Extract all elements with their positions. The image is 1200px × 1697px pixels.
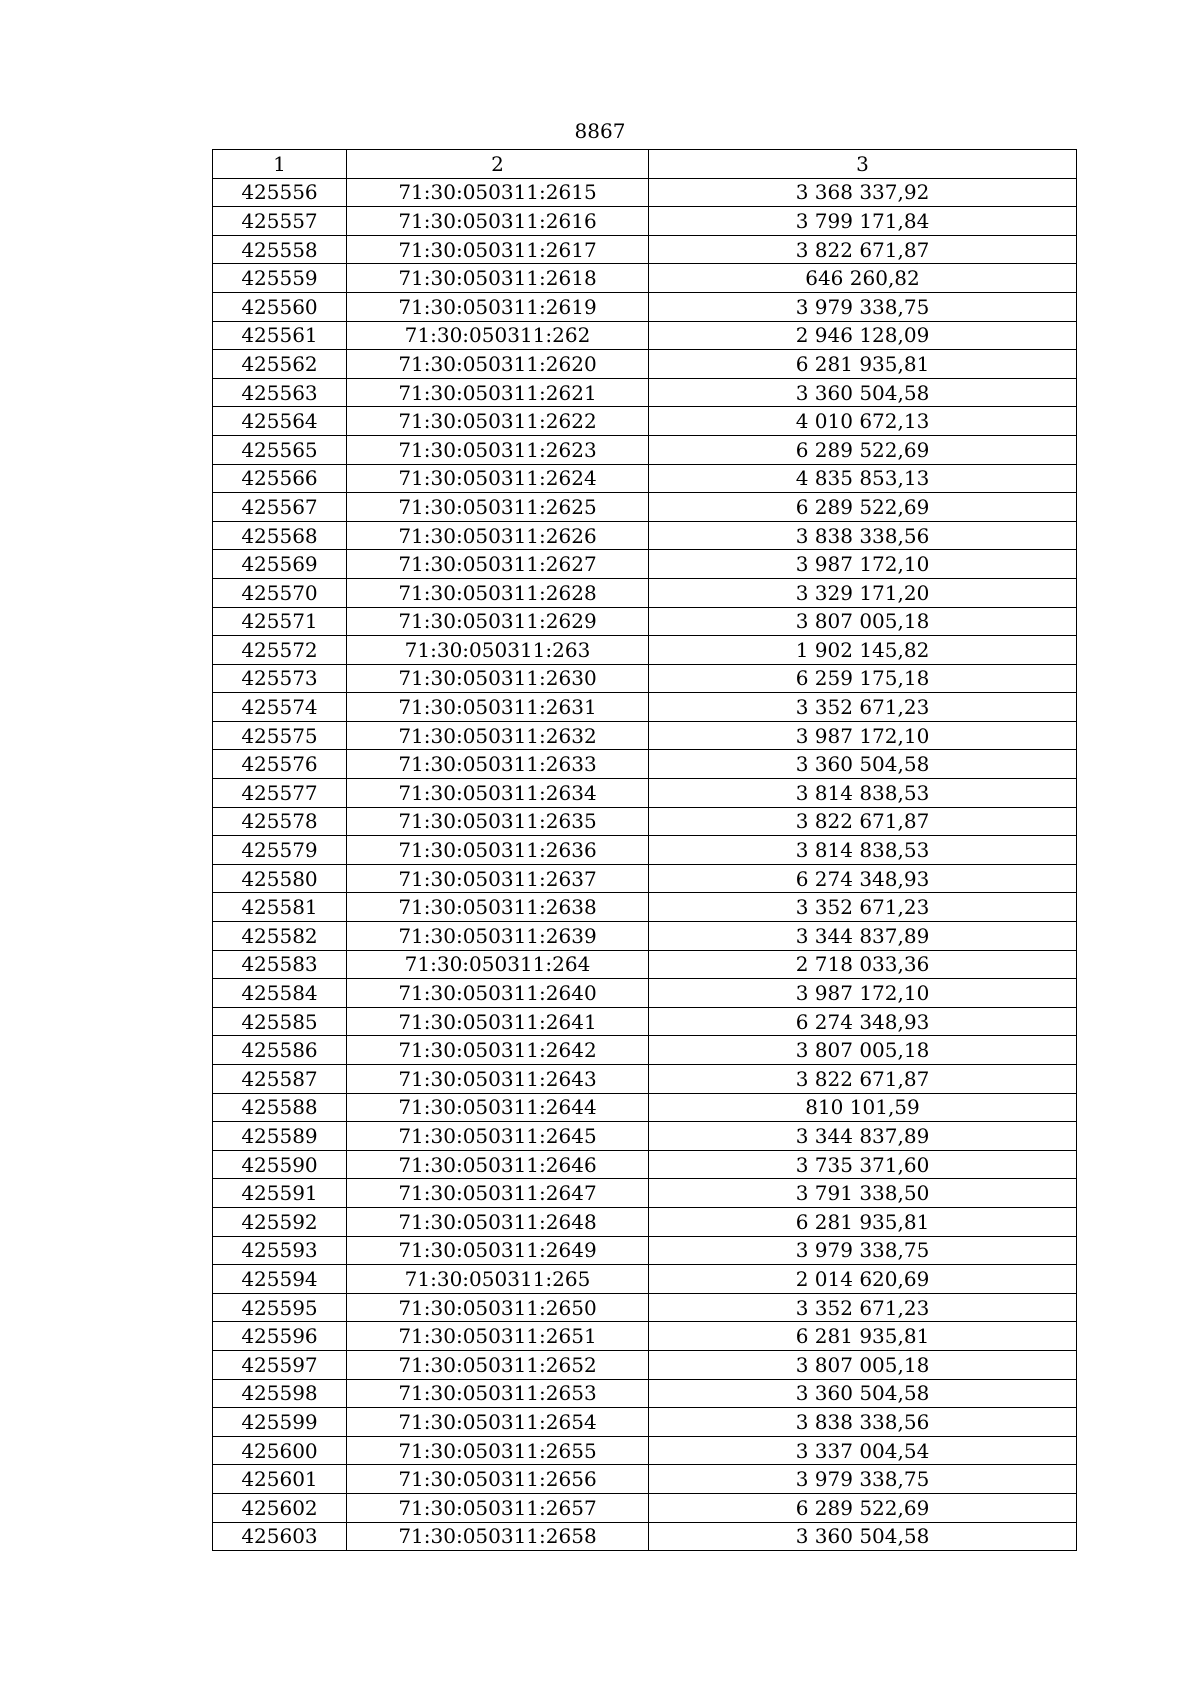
cadastral-number-cell: 71:30:050311:2615 xyxy=(347,178,649,207)
value-cell: 3 337 004,54 xyxy=(649,1436,1077,1465)
row-number-cell: 425575 xyxy=(213,721,347,750)
value-cell: 3 814 838,53 xyxy=(649,779,1077,808)
cadastral-number-cell: 71:30:050311:2617 xyxy=(347,235,649,264)
value-cell: 3 838 338,56 xyxy=(649,1408,1077,1437)
row-number-cell: 425556 xyxy=(213,178,347,207)
table-row xyxy=(213,922,1077,951)
cadastral-number-cell: 71:30:050311:2619 xyxy=(347,292,649,321)
value-cell: 3 987 172,10 xyxy=(649,721,1077,750)
table-row xyxy=(213,1379,1077,1408)
cadastral-number-cell: 71:30:050311:2643 xyxy=(347,1065,649,1094)
row-number-cell: 425583 xyxy=(213,950,347,979)
value-cell: 3 807 005,18 xyxy=(649,607,1077,636)
cadastral-number-cell: 71:30:050311:2653 xyxy=(347,1379,649,1408)
cadastral-number-cell: 71:30:050311:2634 xyxy=(347,779,649,808)
row-number-cell: 425596 xyxy=(213,1322,347,1351)
row-number-cell: 425564 xyxy=(213,407,347,436)
value-cell: 4 010 672,13 xyxy=(649,407,1077,436)
table-row xyxy=(213,893,1077,922)
value-cell: 3 360 504,58 xyxy=(649,1522,1077,1551)
table-row xyxy=(213,864,1077,893)
cadastral-number-cell: 71:30:050311:2621 xyxy=(347,378,649,407)
cadastral-number-cell: 71:30:050311:2620 xyxy=(347,350,649,379)
cadastral-number-cell: 71:30:050311:2616 xyxy=(347,207,649,236)
table-row xyxy=(213,807,1077,836)
cadastral-number-cell: 71:30:050311:2640 xyxy=(347,979,649,1008)
cadastral-number-cell: 71:30:050311:262 xyxy=(347,321,649,350)
value-cell: 6 289 522,69 xyxy=(649,435,1077,464)
value-cell: 3 979 338,75 xyxy=(649,292,1077,321)
table-row xyxy=(213,1465,1077,1494)
value-cell: 6 289 522,69 xyxy=(649,1493,1077,1522)
table-row xyxy=(213,721,1077,750)
table-row xyxy=(213,979,1077,1008)
row-number-cell: 425561 xyxy=(213,321,347,350)
value-cell: 3 838 338,56 xyxy=(649,521,1077,550)
cadastral-number-cell: 71:30:050311:2628 xyxy=(347,578,649,607)
value-cell: 3 344 837,89 xyxy=(649,1122,1077,1151)
table-row xyxy=(213,264,1077,293)
row-number-cell: 425594 xyxy=(213,1265,347,1294)
table-body xyxy=(213,150,1077,1551)
row-number-cell: 425569 xyxy=(213,550,347,579)
table-row xyxy=(213,836,1077,865)
value-cell: 3 735 371,60 xyxy=(649,1150,1077,1179)
row-number-cell: 425580 xyxy=(213,864,347,893)
value-cell: 3 807 005,18 xyxy=(649,1036,1077,1065)
table-row xyxy=(213,636,1077,665)
table-row xyxy=(213,1036,1077,1065)
cadastral-number-cell: 71:30:050311:2631 xyxy=(347,693,649,722)
row-number-cell: 425566 xyxy=(213,464,347,493)
column-header: 3 xyxy=(649,150,1077,179)
value-cell: 3 814 838,53 xyxy=(649,836,1077,865)
table-row xyxy=(213,1179,1077,1208)
row-number-cell: 425579 xyxy=(213,836,347,865)
value-cell: 2 718 033,36 xyxy=(649,950,1077,979)
cadastral-number-cell: 71:30:050311:2646 xyxy=(347,1150,649,1179)
row-number-cell: 425601 xyxy=(213,1465,347,1494)
value-cell: 6 274 348,93 xyxy=(649,864,1077,893)
table-row xyxy=(213,750,1077,779)
value-cell: 3 979 338,75 xyxy=(649,1236,1077,1265)
value-cell: 3 329 171,20 xyxy=(649,578,1077,607)
value-cell: 3 352 671,23 xyxy=(649,693,1077,722)
table-row xyxy=(213,1493,1077,1522)
value-cell: 3 822 671,87 xyxy=(649,1065,1077,1094)
cadastral-number-cell: 71:30:050311:2637 xyxy=(347,864,649,893)
row-number-cell: 425557 xyxy=(213,207,347,236)
value-cell: 6 289 522,69 xyxy=(649,493,1077,522)
row-number-cell: 425559 xyxy=(213,264,347,293)
cadastral-number-cell: 71:30:050311:2641 xyxy=(347,1007,649,1036)
row-number-cell: 425590 xyxy=(213,1150,347,1179)
row-number-cell: 425572 xyxy=(213,636,347,665)
cadastral-number-cell: 71:30:050311:2657 xyxy=(347,1493,649,1522)
value-cell: 3 807 005,18 xyxy=(649,1350,1077,1379)
table-row xyxy=(213,664,1077,693)
row-number-cell: 425589 xyxy=(213,1122,347,1151)
cadastral-number-cell: 71:30:050311:2630 xyxy=(347,664,649,693)
value-cell: 3 360 504,58 xyxy=(649,1379,1077,1408)
value-cell: 3 368 337,92 xyxy=(649,178,1077,207)
row-number-cell: 425600 xyxy=(213,1436,347,1465)
value-cell: 6 274 348,93 xyxy=(649,1007,1077,1036)
table-row xyxy=(213,378,1077,407)
value-cell: 2 946 128,09 xyxy=(649,321,1077,350)
cadastral-number-cell: 71:30:050311:2651 xyxy=(347,1322,649,1351)
cadastral-number-cell: 71:30:050311:2645 xyxy=(347,1122,649,1151)
table-row xyxy=(213,1436,1077,1465)
row-number-cell: 425576 xyxy=(213,750,347,779)
cadastral-number-cell: 71:30:050311:2636 xyxy=(347,836,649,865)
table-row xyxy=(213,321,1077,350)
cadastral-number-cell: 71:30:050311:2618 xyxy=(347,264,649,293)
row-number-cell: 425586 xyxy=(213,1036,347,1065)
row-number-cell: 425570 xyxy=(213,578,347,607)
cadastral-number-cell: 71:30:050311:2626 xyxy=(347,521,649,550)
cadastral-number-cell: 71:30:050311:2648 xyxy=(347,1207,649,1236)
cadastral-number-cell: 71:30:050311:2642 xyxy=(347,1036,649,1065)
row-number-cell: 425603 xyxy=(213,1522,347,1551)
table-row xyxy=(213,207,1077,236)
table-row xyxy=(213,1207,1077,1236)
cadastral-number-cell: 71:30:050311:2633 xyxy=(347,750,649,779)
table-row xyxy=(213,1150,1077,1179)
page-number: 8867 xyxy=(574,119,626,143)
row-number-cell: 425588 xyxy=(213,1093,347,1122)
row-number-cell: 425584 xyxy=(213,979,347,1008)
row-number-cell: 425574 xyxy=(213,693,347,722)
table-row xyxy=(213,1265,1077,1294)
table-row xyxy=(213,1322,1077,1351)
value-cell: 4 835 853,13 xyxy=(649,464,1077,493)
row-number-cell: 425573 xyxy=(213,664,347,693)
row-number-cell: 425571 xyxy=(213,607,347,636)
cadastral-number-cell: 71:30:050311:2627 xyxy=(347,550,649,579)
value-cell: 3 352 671,23 xyxy=(649,893,1077,922)
table-row xyxy=(213,493,1077,522)
value-cell: 6 281 935,81 xyxy=(649,1322,1077,1351)
row-number-cell: 425602 xyxy=(213,1493,347,1522)
table-row xyxy=(213,178,1077,207)
row-number-cell: 425593 xyxy=(213,1236,347,1265)
row-number-cell: 425563 xyxy=(213,378,347,407)
table-row xyxy=(213,1522,1077,1551)
registry-table xyxy=(212,149,1077,1551)
value-cell: 3 791 338,50 xyxy=(649,1179,1077,1208)
cadastral-number-cell: 71:30:050311:2650 xyxy=(347,1293,649,1322)
table-row xyxy=(213,779,1077,808)
table-row xyxy=(213,550,1077,579)
cadastral-number-cell: 71:30:050311:2656 xyxy=(347,1465,649,1494)
value-cell: 810 101,59 xyxy=(649,1093,1077,1122)
value-cell: 646 260,82 xyxy=(649,264,1077,293)
value-cell: 3 987 172,10 xyxy=(649,979,1077,1008)
row-number-cell: 425565 xyxy=(213,435,347,464)
row-number-cell: 425597 xyxy=(213,1350,347,1379)
table-row xyxy=(213,521,1077,550)
row-number-cell: 425595 xyxy=(213,1293,347,1322)
row-number-cell: 425592 xyxy=(213,1207,347,1236)
row-number-cell: 425578 xyxy=(213,807,347,836)
header-row xyxy=(213,150,1077,179)
column-header: 1 xyxy=(213,150,347,179)
cadastral-number-cell: 71:30:050311:2624 xyxy=(347,464,649,493)
table-row xyxy=(213,407,1077,436)
row-number-cell: 425587 xyxy=(213,1065,347,1094)
cadastral-number-cell: 71:30:050311:2622 xyxy=(347,407,649,436)
row-number-cell: 425598 xyxy=(213,1379,347,1408)
table-row xyxy=(213,693,1077,722)
row-number-cell: 425560 xyxy=(213,292,347,321)
table-row xyxy=(213,607,1077,636)
row-number-cell: 425599 xyxy=(213,1408,347,1437)
table-row xyxy=(213,235,1077,264)
row-number-cell: 425581 xyxy=(213,893,347,922)
value-cell: 6 281 935,81 xyxy=(649,350,1077,379)
cadastral-number-cell: 71:30:050311:2649 xyxy=(347,1236,649,1265)
cadastral-number-cell: 71:30:050311:2652 xyxy=(347,1350,649,1379)
cadastral-number-cell: 71:30:050311:2632 xyxy=(347,721,649,750)
value-cell: 6 259 175,18 xyxy=(649,664,1077,693)
cadastral-number-cell: 71:30:050311:265 xyxy=(347,1265,649,1294)
row-number-cell: 425591 xyxy=(213,1179,347,1208)
cadastral-number-cell: 71:30:050311:264 xyxy=(347,950,649,979)
value-cell: 6 281 935,81 xyxy=(649,1207,1077,1236)
column-header: 2 xyxy=(347,150,649,179)
row-number-cell: 425558 xyxy=(213,235,347,264)
value-cell: 3 799 171,84 xyxy=(649,207,1077,236)
cadastral-number-cell: 71:30:050311:2639 xyxy=(347,922,649,951)
table-row xyxy=(213,464,1077,493)
cadastral-number-cell: 71:30:050311:2658 xyxy=(347,1522,649,1551)
row-number-cell: 425585 xyxy=(213,1007,347,1036)
value-cell: 3 360 504,58 xyxy=(649,750,1077,779)
cadastral-number-cell: 71:30:050311:2625 xyxy=(347,493,649,522)
table-row xyxy=(213,1408,1077,1437)
row-number-cell: 425582 xyxy=(213,922,347,951)
table-row xyxy=(213,578,1077,607)
cadastral-number-cell: 71:30:050311:2647 xyxy=(347,1179,649,1208)
table-row xyxy=(213,292,1077,321)
value-cell: 3 352 671,23 xyxy=(649,1293,1077,1322)
table-row xyxy=(213,1122,1077,1151)
row-number-cell: 425577 xyxy=(213,779,347,808)
row-number-cell: 425567 xyxy=(213,493,347,522)
table-row xyxy=(213,1007,1077,1036)
table-row xyxy=(213,1236,1077,1265)
value-cell: 3 979 338,75 xyxy=(649,1465,1077,1494)
cadastral-number-cell: 71:30:050311:2654 xyxy=(347,1408,649,1437)
table-row xyxy=(213,1065,1077,1094)
value-cell: 3 822 671,87 xyxy=(649,235,1077,264)
value-cell: 3 987 172,10 xyxy=(649,550,1077,579)
table-row xyxy=(213,950,1077,979)
table-row xyxy=(213,1293,1077,1322)
row-number-cell: 425568 xyxy=(213,521,347,550)
cadastral-number-cell: 71:30:050311:2623 xyxy=(347,435,649,464)
table-row xyxy=(213,1093,1077,1122)
cadastral-number-cell: 71:30:050311:2629 xyxy=(347,607,649,636)
value-cell: 3 822 671,87 xyxy=(649,807,1077,836)
value-cell: 1 902 145,82 xyxy=(649,636,1077,665)
table-row xyxy=(213,350,1077,379)
cadastral-number-cell: 71:30:050311:263 xyxy=(347,636,649,665)
table-row xyxy=(213,1350,1077,1379)
cadastral-number-cell: 71:30:050311:2644 xyxy=(347,1093,649,1122)
cadastral-number-cell: 71:30:050311:2635 xyxy=(347,807,649,836)
value-cell: 2 014 620,69 xyxy=(649,1265,1077,1294)
value-cell: 3 360 504,58 xyxy=(649,378,1077,407)
table-row xyxy=(213,435,1077,464)
cadastral-number-cell: 71:30:050311:2638 xyxy=(347,893,649,922)
cadastral-number-cell: 71:30:050311:2655 xyxy=(347,1436,649,1465)
row-number-cell: 425562 xyxy=(213,350,347,379)
value-cell: 3 344 837,89 xyxy=(649,922,1077,951)
